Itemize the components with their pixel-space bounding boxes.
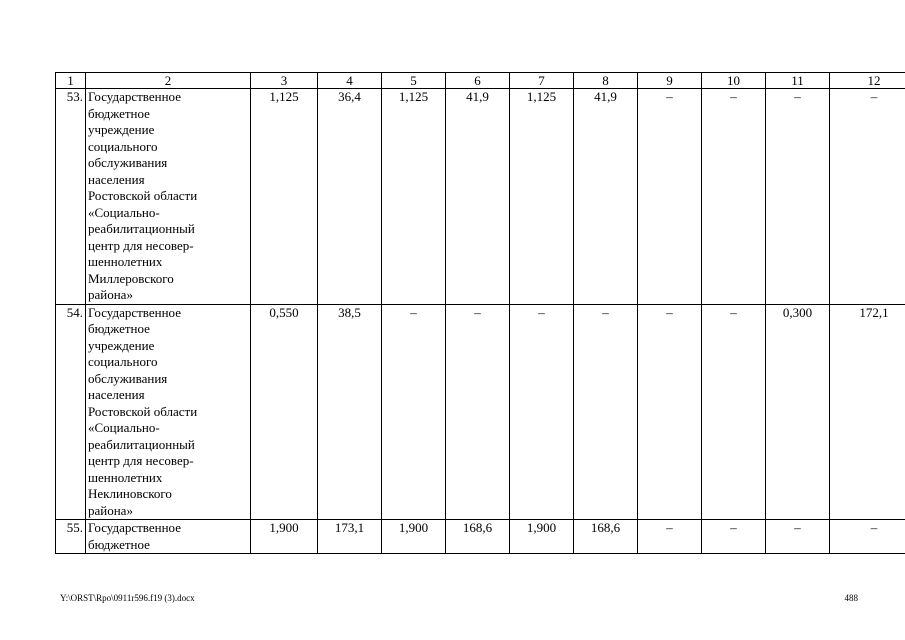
- value-cell: –: [638, 304, 702, 520]
- name-line: реабилитационный: [88, 436, 195, 452]
- row-number: 55.: [56, 520, 86, 554]
- value-cell: 173,1: [318, 520, 382, 554]
- footer-page-number: 488: [844, 593, 858, 603]
- name-line: обслуживания: [88, 155, 168, 170]
- name-line: шеннолетних: [88, 469, 163, 485]
- value-cell: –: [638, 89, 702, 305]
- value-cell: 41,9: [574, 89, 638, 305]
- value-cell: 38,5: [318, 304, 382, 520]
- table-row: [56, 520, 905, 554]
- name-line: бюджетное: [88, 536, 150, 552]
- name-line: центр для несовер-: [88, 237, 194, 253]
- header-cell-10: 10: [702, 73, 766, 89]
- name-line: бюджетное: [88, 321, 150, 336]
- value-cell: 0,300: [766, 304, 830, 520]
- value-cell: 1,125: [382, 89, 446, 305]
- name-line: «Социально-: [88, 204, 160, 220]
- name-line: обслуживания: [88, 370, 168, 386]
- header-cell-9: 9: [638, 73, 702, 89]
- name-line: населения: [88, 387, 145, 402]
- name-line: района»: [88, 287, 133, 302]
- value-cell: 0,550: [251, 304, 318, 520]
- value-cell: 36,4: [318, 89, 382, 305]
- value-cell: –: [510, 304, 574, 520]
- name-line: населения: [88, 171, 145, 187]
- institution-name: [86, 304, 251, 520]
- name-line: Ростовской области: [88, 188, 198, 203]
- name-line: Неклиновского: [88, 486, 172, 501]
- row-number: 54.: [56, 304, 86, 520]
- header-cell-12: 12: [830, 73, 905, 89]
- value-cell: 168,6: [446, 520, 510, 554]
- header-row: [56, 73, 905, 89]
- value-cell: –: [830, 520, 905, 554]
- value-cell: 1,900: [251, 520, 318, 554]
- name-line: учреждение: [88, 122, 155, 137]
- name-line: реабилитационный: [88, 221, 195, 236]
- value-cell: –: [766, 520, 830, 554]
- value-cell: –: [830, 89, 905, 305]
- name-line: «Социально-: [88, 420, 160, 435]
- row-number: 53.: [56, 89, 86, 305]
- header-cell-6: 6: [446, 73, 510, 89]
- name-line: Ростовской области: [88, 403, 198, 419]
- value-cell: –: [766, 89, 830, 305]
- value-cell: –: [702, 89, 766, 305]
- header-cell-7: 7: [510, 73, 574, 89]
- name-line: Миллеровского: [88, 270, 174, 286]
- header-cell-4: 4: [318, 73, 382, 89]
- value-cell: 1,900: [510, 520, 574, 554]
- value-cell: –: [574, 304, 638, 520]
- institution-name: [86, 520, 251, 554]
- value-cell: –: [446, 304, 510, 520]
- name-line: учреждение: [88, 337, 155, 353]
- name-line: центр для несовер-: [88, 453, 194, 468]
- name-line: Государственное: [88, 89, 181, 104]
- header-cell-8: 8: [574, 73, 638, 89]
- header-cell-1: 1: [56, 73, 86, 89]
- table-row: [56, 89, 905, 305]
- header-cell-2: 2: [86, 73, 251, 89]
- value-cell: 172,1: [830, 304, 905, 520]
- name-line: Государственное: [88, 304, 181, 320]
- value-cell: –: [702, 520, 766, 554]
- table-row: [56, 304, 905, 520]
- name-line: района»: [88, 502, 133, 518]
- header-cell-3: 3: [251, 73, 318, 89]
- value-cell: 1,125: [251, 89, 318, 305]
- budget-table: [55, 72, 905, 554]
- header-cell-5: 5: [382, 73, 446, 89]
- name-line: социального: [88, 354, 158, 369]
- value-cell: –: [702, 304, 766, 520]
- value-cell: –: [382, 304, 446, 520]
- name-line: шеннолетних: [88, 254, 163, 269]
- value-cell: 1,125: [510, 89, 574, 305]
- value-cell: –: [638, 520, 702, 554]
- name-line: бюджетное: [88, 105, 150, 121]
- name-line: социального: [88, 138, 158, 154]
- name-line: Государственное: [88, 520, 181, 535]
- footer-file-path: Y:\ORST\Rpo\0911r596.f19 (3).docx: [60, 593, 195, 603]
- value-cell: 168,6: [574, 520, 638, 554]
- institution-name: [86, 89, 251, 305]
- value-cell: 1,900: [382, 520, 446, 554]
- value-cell: 41,9: [446, 89, 510, 305]
- header-cell-11: 11: [766, 73, 830, 89]
